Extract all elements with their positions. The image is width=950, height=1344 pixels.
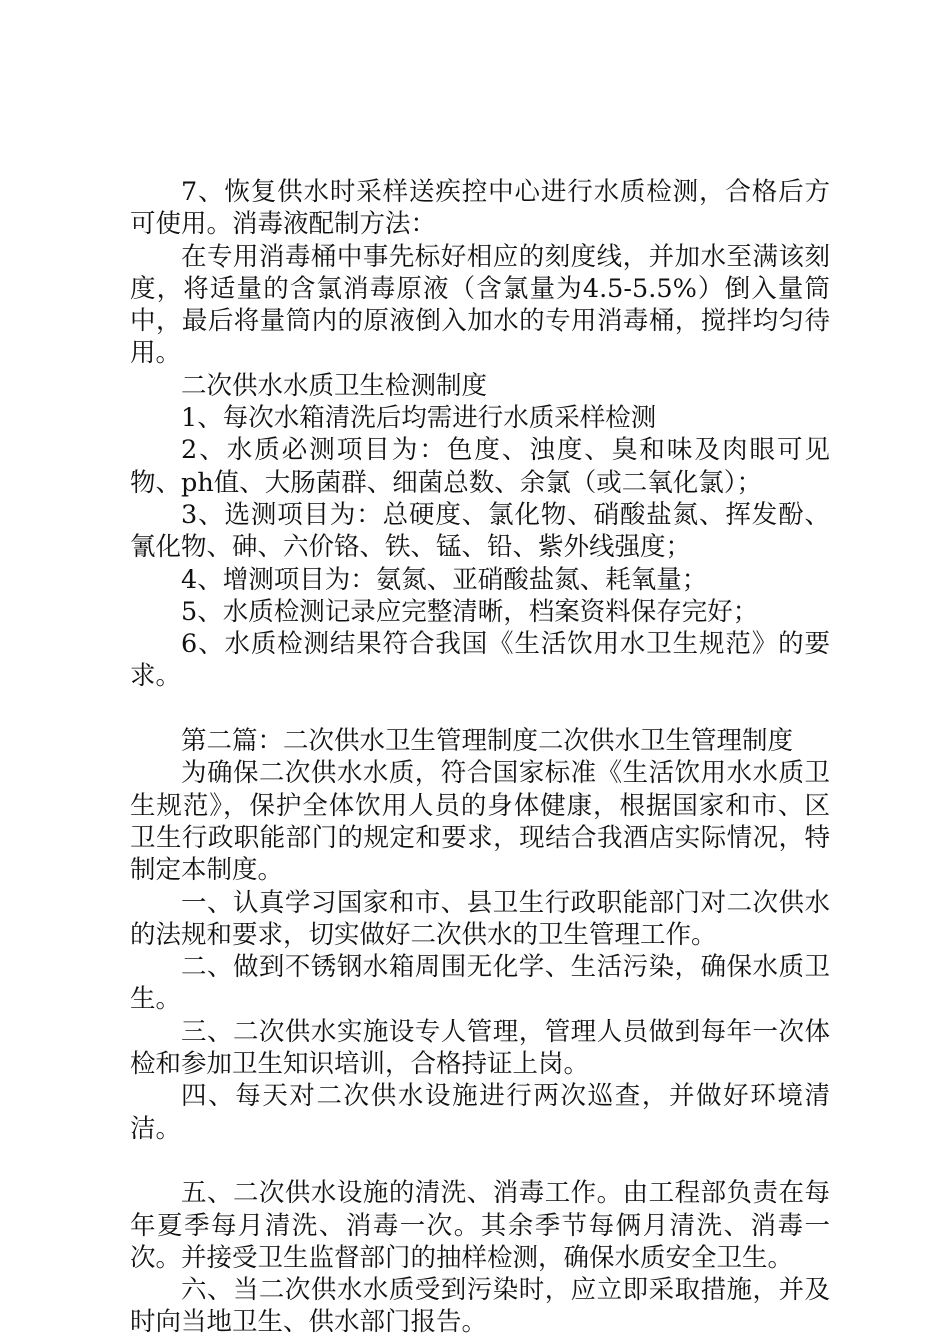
list-item-testing-2: 2、水质必测项目为：色度、浊度、臭和味及肉眼可见物、ph值、大肠菌群、细菌总数、余氯（或二氧化氯）； bbox=[130, 435, 830, 498]
paragraph-resume-supply: 7、恢复供水时采样送疾控中心进行水质检测，合格后方可使用。消毒液配制方法： bbox=[130, 177, 830, 240]
paragraph-intro: 为确保二次供水水质，符合国家标准《生活饮用水水质卫生规范》，保护全体饮用人员的身体健康，根据国家和市、区卫生行政职能部门的规定和要求，现结合我酒店实际情况，特制定本制度。 bbox=[130, 758, 830, 886]
paragraph-disinfectant-prep: 在专用消毒桶中事先标好相应的刻度线，并加水至满该刻度，将适量的含氯消毒原液（含氯量为4.5-5.5%）倒入量筒中，最后将量筒内的原液倒入加水的专用消毒桶，搅拌均匀待用。 bbox=[130, 241, 830, 369]
list-item-rule-2: 二、做到不锈钢水箱周围无化学、生活污染，确保水质卫生。 bbox=[130, 952, 830, 1015]
document-body bbox=[130, 176, 830, 1339]
list-item-testing-4: 4、增测项目为：氨氮、亚硝酸盐氮、耗氧量； bbox=[181, 564, 708, 595]
list-item-rule-5: 五、二次供水设施的清洗、消毒工作。由工程部负责在每年夏季每月清洗、消毒一次。其余季节每俩月清洗、消毒一次。并接受卫生监督部门的抽样检测，确保水质安全卫生。 bbox=[130, 1178, 830, 1273]
list-item-testing-1: 1、每次水箱清洗后均需进行水质采样检测 bbox=[181, 403, 657, 434]
blank-line bbox=[130, 1145, 830, 1177]
list-item-testing-6: 6、水质检测结果符合我国《生活饮用水卫生规范》的要求。 bbox=[130, 629, 830, 692]
list-item-testing-5: 5、水质检测记录应完整清晰，档案资料保存完好； bbox=[181, 596, 759, 627]
list-item-testing-3: 3、选测项目为：总硬度、氯化物、硝酸盐氮、挥发酚、氰化物、砷、六价铬、铁、锰、铅、紫外线强度； bbox=[130, 499, 830, 563]
list-item-rule-1: 一、认真学习国家和市、县卫生行政职能部门对二次供水的法规和要求，切实做好二次供水的卫生管理工作。 bbox=[130, 887, 830, 950]
section-heading-quality-testing: 二次供水水质卫生检测制度 bbox=[181, 370, 488, 401]
article-title-part-two: 第二篇：二次供水卫生管理制度二次供水卫生管理制度 bbox=[181, 726, 794, 757]
blank-line bbox=[130, 693, 830, 725]
list-item-rule-4: 四、每天对二次供水设施进行两次巡查，并做好环境清洁。 bbox=[130, 1081, 830, 1144]
list-item-rule-3: 三、二次供水实施设专人管理，管理人员做到每年一次体检和参加卫生知识培训，合格持证上岗。 bbox=[130, 1016, 830, 1080]
list-item-rule-6: 六、当二次供水水质受到污染时，应立即采取措施，并及时向当地卫生、供水部门报告。 bbox=[130, 1275, 830, 1338]
